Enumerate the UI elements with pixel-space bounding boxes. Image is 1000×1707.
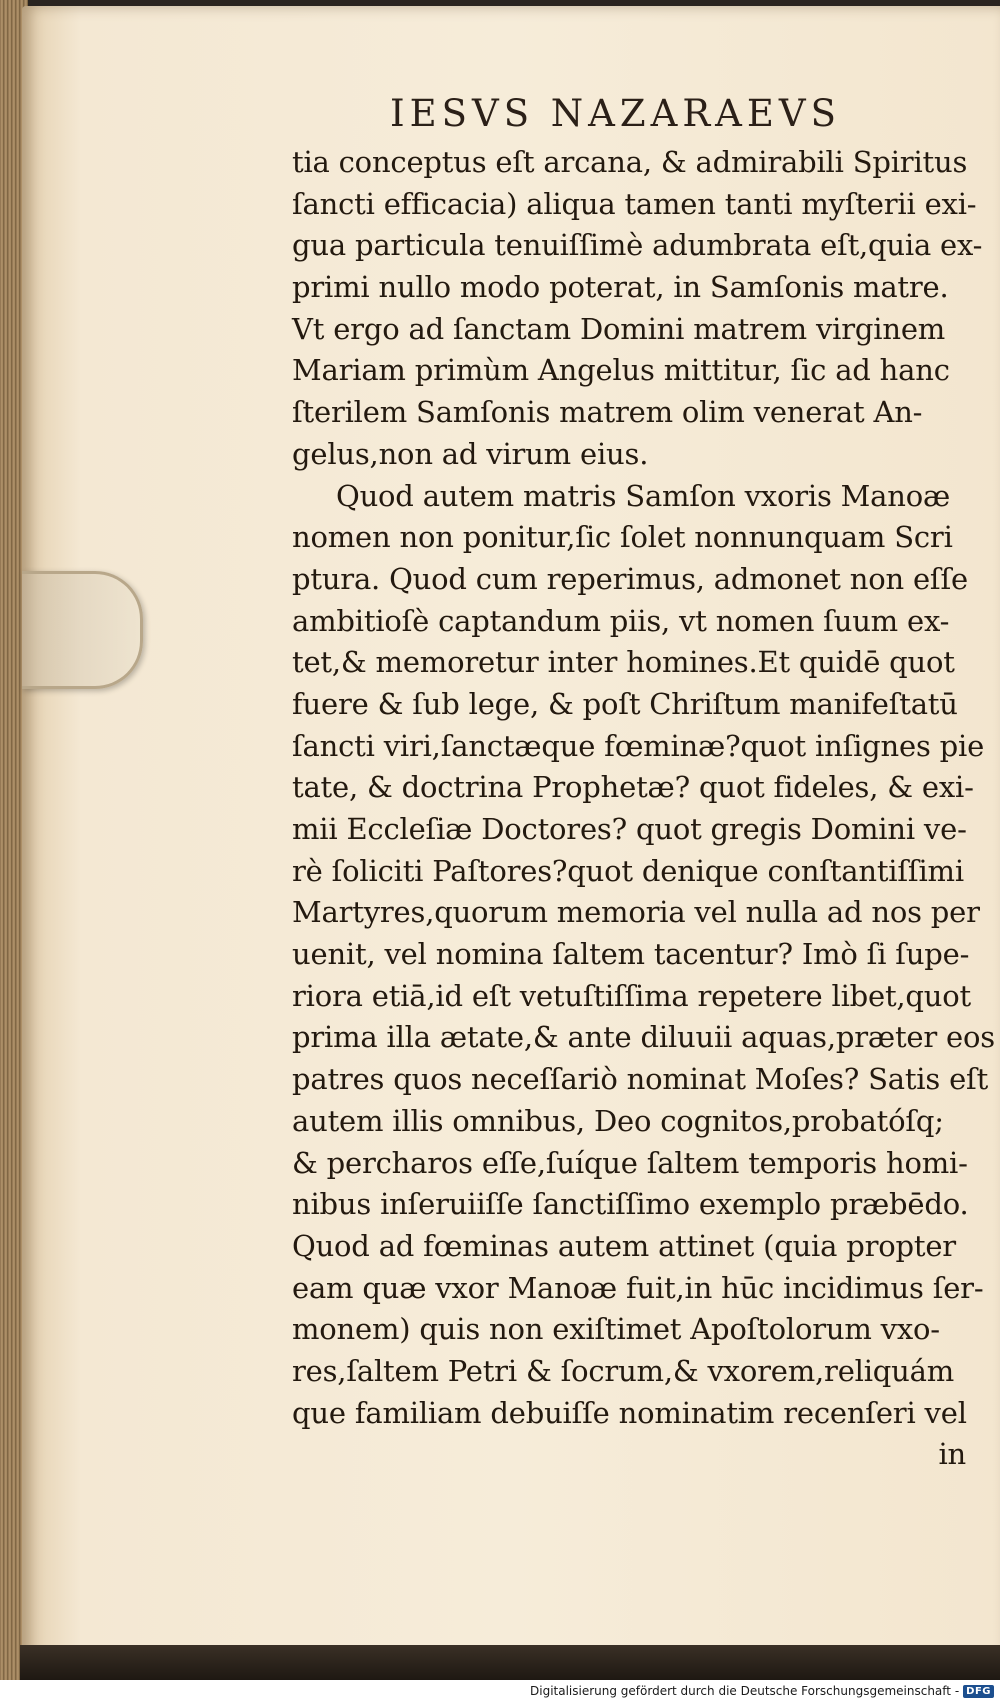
dfg-logo: DFG — [963, 1685, 994, 1698]
text-line: nomen non ponitur,ſic ſolet nonnunquam Scri — [292, 520, 953, 555]
text-line: res,ſaltem Petri & ſocrum,& vxorem,reliquám — [292, 1353, 955, 1388]
text-line: patres quos neceſſariò nominat Moſes? Satis eſt — [292, 1062, 989, 1097]
text-line: uenit, vel nomina ſaltem tacentur? Imò ſi ſupe- — [292, 937, 970, 972]
text-line: Mariam primùm Angelus mittitur, ſic ad hanc — [292, 353, 950, 388]
text-line: Vt ergo ad ſanctam Domini matrem virginem — [292, 311, 946, 346]
text-line: nibus inſeruiiſſe ſanctiſſimo exemplo præbēdo. — [292, 1187, 969, 1222]
text-line: tia conceptus eſt arcana, & admirabili Spiritus — [292, 145, 968, 179]
text-line: riora etiā,id eſt vetuſtiſſima repetere libet,quot — [292, 978, 971, 1013]
text-line: autem illis omnibus, Deo cognitos,probatóſq; — [292, 1103, 944, 1138]
page-bottom-shadow — [20, 1645, 1000, 1680]
text-line: primi nullo modo poterat, in Samſonis matre. — [292, 270, 949, 305]
text-line: tet,& memoretur inter homines.Et quidē quot — [292, 645, 955, 680]
running-head: IESVS NAZARAEVS — [390, 92, 841, 135]
text-line: Quod ad fœminas autem attinet (quia propter — [292, 1228, 956, 1263]
text-line: fuere & ſub lege, & poſt Chriſtum manifeſtatū — [292, 686, 958, 721]
text-line: eam quæ vxor Manoæ fuit,in hūc incidimus ſer- — [292, 1270, 984, 1305]
text-line: tate, & doctrina Prophetæ? quot fideles, & exi- — [292, 770, 974, 805]
text-line: rè ſoliciti Paſtores?quot denique conſtantiſſimi — [292, 853, 964, 888]
text-line: prima illa ætate,& ante diluuii aquas,præter eos — [292, 1020, 995, 1055]
text-line: Quod autem matris Samſon vxoris Manoæ — [336, 478, 951, 513]
text-line: gua particula tenuiſſimè adumbrata eſt,quia ex- — [292, 228, 983, 263]
text-line: que familiam debuiſſe nominatim recenſeri vel — [292, 1395, 967, 1430]
text-line: & percharos eſſe,ſuíque ſaltem temporis homi- — [292, 1145, 968, 1180]
page-clip — [22, 571, 143, 689]
text-line: mii Eccleſiæ Doctores? quot gregis Domini ve- — [292, 812, 967, 846]
text-line: ambitioſè captandum piis, vt nomen ſuum ex- — [292, 603, 950, 638]
text-line: monem) quis non exiſtimet Apoſtolorum vxo- — [292, 1312, 940, 1347]
credit-text: Digitalisierung gefördert durch die Deutsche Forschungsgemeinschaft - — [530, 1684, 960, 1698]
text-line: gelus,non ad virum eius. — [292, 436, 649, 471]
digitization-credit — [530, 1684, 994, 1698]
catchword: in — [938, 1437, 966, 1472]
text-line: Martyres,quorum memoria vel nulla ad nos per — [292, 895, 980, 930]
text-line: ptura. Quod cum reperimus, admonet non eſſe — [292, 561, 968, 596]
text-line: ſancti viri,ſanctæque fœminæ?quot inſignes pie — [292, 728, 985, 763]
body-text — [292, 142, 995, 1476]
text-line: ſterilem Samſonis matrem olim venerat An- — [292, 395, 923, 430]
text-line: ſancti efficacia) aliqua tamen tanti myſterii exi- — [292, 186, 977, 221]
